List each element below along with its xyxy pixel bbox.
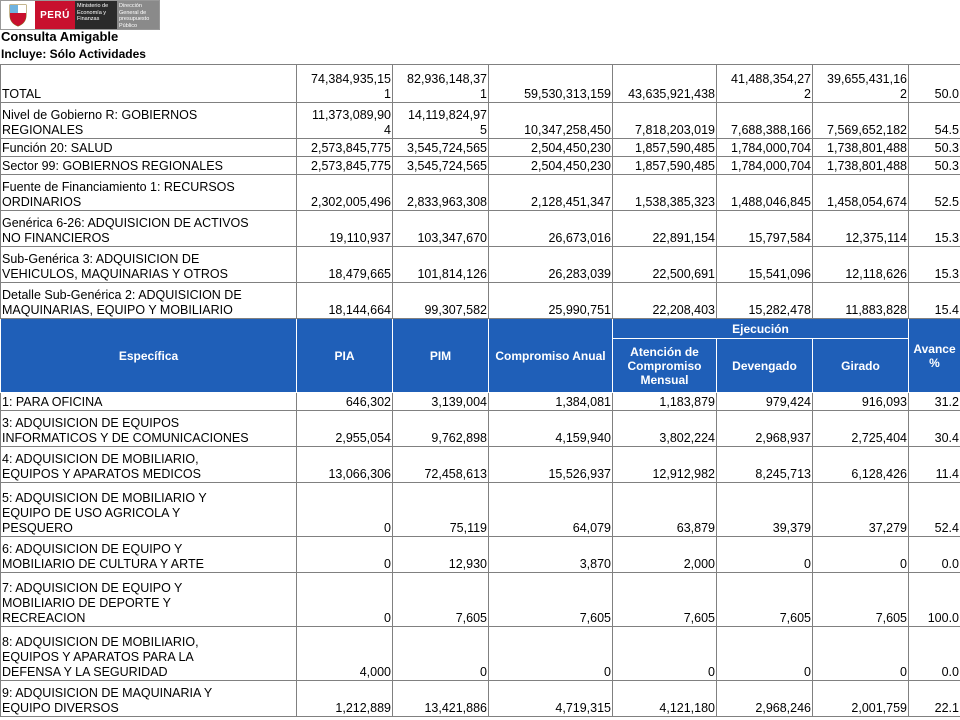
pim-cell: 103,347,670	[393, 211, 489, 247]
girado-cell: 6,128,426	[813, 447, 909, 483]
logo-ministry: Ministerio de Economía y Finanzas	[75, 1, 117, 29]
devengado-cell: 39,379	[717, 483, 813, 537]
detail-rows	[1, 393, 960, 717]
pim-cell: 14,119,824,97 5	[393, 103, 489, 139]
compromiso-cell: 64,079	[489, 483, 613, 537]
row-label: TOTAL	[1, 65, 297, 103]
header-girado: Girado	[813, 339, 909, 393]
table-row	[1, 411, 960, 447]
atencion-cell: 1,183,879	[613, 393, 717, 411]
pia-cell: 646,302	[297, 393, 393, 411]
compromiso-cell: 2,128,451,347	[489, 175, 613, 211]
pim-cell: 2,833,963,308	[393, 175, 489, 211]
table-row	[1, 157, 960, 175]
atencion-cell: 63,879	[613, 483, 717, 537]
atencion-cell: 12,912,982	[613, 447, 717, 483]
pim-cell: 82,936,148,37 1	[393, 65, 489, 103]
girado-cell: 7,605	[813, 573, 909, 627]
atencion-cell: 1,857,590,485	[613, 139, 717, 157]
row-label: 9: ADQUISICION DE MAQUINARIA Y EQUIPO DIVERSOS	[1, 681, 297, 717]
compromiso-cell: 1,384,081	[489, 393, 613, 411]
table-row	[1, 573, 960, 627]
devengado-cell: 979,424	[717, 393, 813, 411]
girado-cell: 2,001,759	[813, 681, 909, 717]
devengado-cell: 0	[717, 537, 813, 573]
table-row	[1, 393, 960, 411]
logo-country: PERÚ	[35, 1, 75, 29]
row-label: Fuente de Financiamiento 1: RECURSOS ORDINARIOS	[1, 175, 297, 211]
pia-cell: 2,573,845,775	[297, 139, 393, 157]
devengado-cell: 0	[717, 627, 813, 681]
devengado-cell: 15,797,584	[717, 211, 813, 247]
header-especifica: Específica	[1, 319, 297, 393]
devengado-cell: 8,245,713	[717, 447, 813, 483]
avance-cell: 50.0	[909, 65, 960, 103]
girado-cell: 1,458,054,674	[813, 175, 909, 211]
row-label: 3: ADQUISICION DE EQUIPOS INFORMATICOS Y DE COMUNICACIONES	[1, 411, 297, 447]
compromiso-cell: 2,504,450,230	[489, 139, 613, 157]
devengado-cell: 1,784,000,704	[717, 157, 813, 175]
table-row	[1, 247, 960, 283]
table-row	[1, 139, 960, 157]
pia-cell: 0	[297, 573, 393, 627]
compromiso-cell: 4,719,315	[489, 681, 613, 717]
column-headers	[1, 319, 960, 393]
atencion-cell: 7,605	[613, 573, 717, 627]
pia-cell: 74,384,935,15 1	[297, 65, 393, 103]
pia-cell: 2,302,005,496	[297, 175, 393, 211]
atencion-cell: 22,208,403	[613, 283, 717, 319]
pia-cell: 11,373,089,90 4	[297, 103, 393, 139]
table-row	[1, 537, 960, 573]
atencion-cell: 1,857,590,485	[613, 157, 717, 175]
avance-cell: 22.1	[909, 681, 960, 717]
avance-cell: 0.0	[909, 537, 960, 573]
pim-cell: 3,545,724,565	[393, 139, 489, 157]
avance-cell: 50.3	[909, 157, 960, 175]
compromiso-cell: 2,504,450,230	[489, 157, 613, 175]
pia-cell: 0	[297, 483, 393, 537]
atencion-cell: 22,500,691	[613, 247, 717, 283]
coat-of-arms-icon	[1, 1, 35, 29]
compromiso-cell: 15,526,937	[489, 447, 613, 483]
pim-cell: 72,458,613	[393, 447, 489, 483]
avance-cell: 30.4	[909, 411, 960, 447]
row-label: 5: ADQUISICION DE MOBILIARIO Y EQUIPO DE USO AGRICOLA Y PESQUERO	[1, 483, 297, 537]
avance-cell: 15.3	[909, 247, 960, 283]
row-label: Función 20: SALUD	[1, 139, 297, 157]
girado-cell: 1,738,801,488	[813, 139, 909, 157]
page-title: Consulta Amigable	[1, 29, 119, 44]
row-label: 1: PARA OFICINA	[1, 393, 297, 411]
devengado-cell: 1,784,000,704	[717, 139, 813, 157]
pia-cell: 13,066,306	[297, 447, 393, 483]
compromiso-cell: 7,605	[489, 573, 613, 627]
devengado-cell: 1,488,046,845	[717, 175, 813, 211]
pia-cell: 2,573,845,775	[297, 157, 393, 175]
devengado-cell: 2,968,937	[717, 411, 813, 447]
row-label: Sub-Genérica 3: ADQUISICION DE VEHICULOS, MAQUINARIAS Y OTROS	[1, 247, 297, 283]
devengado-cell: 2,968,246	[717, 681, 813, 717]
table-row	[1, 283, 960, 319]
table-row	[1, 65, 960, 103]
pia-cell: 2,955,054	[297, 411, 393, 447]
mef-logo	[0, 0, 160, 30]
avance-cell: 11.4	[909, 447, 960, 483]
logo-directorate: Dirección General de presupuesto Público	[117, 1, 159, 29]
table-row	[1, 175, 960, 211]
devengado-cell: 15,282,478	[717, 283, 813, 319]
atencion-cell: 3,802,224	[613, 411, 717, 447]
header-devengado: Devengado	[717, 339, 813, 393]
pim-cell: 7,605	[393, 573, 489, 627]
pia-cell: 0	[297, 537, 393, 573]
girado-cell: 1,738,801,488	[813, 157, 909, 175]
pim-cell: 9,762,898	[393, 411, 489, 447]
girado-cell: 12,118,626	[813, 247, 909, 283]
table-row	[1, 627, 960, 681]
budget-table	[0, 64, 960, 717]
pim-cell: 99,307,582	[393, 283, 489, 319]
avance-cell: 52.4	[909, 483, 960, 537]
compromiso-cell: 3,870	[489, 537, 613, 573]
header-avance: Avance %	[909, 319, 960, 393]
avance-cell: 100.0	[909, 573, 960, 627]
pim-cell: 75,119	[393, 483, 489, 537]
avance-cell: 15.4	[909, 283, 960, 319]
girado-cell: 916,093	[813, 393, 909, 411]
header-ejecucion: Ejecución	[613, 319, 909, 339]
header-atencion: Atención de Compromiso Mensual	[613, 339, 717, 393]
girado-cell: 0	[813, 627, 909, 681]
atencion-cell: 0	[613, 627, 717, 681]
devengado-cell: 7,605	[717, 573, 813, 627]
table-row	[1, 103, 960, 139]
girado-cell: 2,725,404	[813, 411, 909, 447]
devengado-cell: 15,541,096	[717, 247, 813, 283]
girado-cell: 39,655,431,16 2	[813, 65, 909, 103]
avance-cell: 52.5	[909, 175, 960, 211]
table-row	[1, 681, 960, 717]
row-label: Nivel de Gobierno R: GOBIERNOS REGIONALES	[1, 103, 297, 139]
header-pim: PIM	[393, 319, 489, 393]
page-header	[0, 0, 960, 64]
avance-cell: 54.5	[909, 103, 960, 139]
header-compromiso: Compromiso Anual	[489, 319, 613, 393]
devengado-cell: 7,688,388,166	[717, 103, 813, 139]
atencion-cell: 1,538,385,323	[613, 175, 717, 211]
pim-cell: 13,421,886	[393, 681, 489, 717]
girado-cell: 0	[813, 537, 909, 573]
row-label: 7: ADQUISICION DE EQUIPO Y MOBILIARIO DE DEPORTE Y RECREACION	[1, 573, 297, 627]
compromiso-cell: 4,159,940	[489, 411, 613, 447]
pim-cell: 12,930	[393, 537, 489, 573]
devengado-cell: 41,488,354,27 2	[717, 65, 813, 103]
avance-cell: 15.3	[909, 211, 960, 247]
atencion-cell: 4,121,180	[613, 681, 717, 717]
girado-cell: 11,883,828	[813, 283, 909, 319]
pia-cell: 4,000	[297, 627, 393, 681]
compromiso-cell: 10,347,258,450	[489, 103, 613, 139]
pia-cell: 1,212,889	[297, 681, 393, 717]
row-label: Detalle Sub-Genérica 2: ADQUISICION DE MAQUINARIAS, EQUIPO Y MOBILIARIO	[1, 283, 297, 319]
girado-cell: 7,569,652,182	[813, 103, 909, 139]
avance-cell: 0.0	[909, 627, 960, 681]
row-label: 4: ADQUISICION DE MOBILIARIO, EQUIPOS Y APARATOS MEDICOS	[1, 447, 297, 483]
atencion-cell: 7,818,203,019	[613, 103, 717, 139]
girado-cell: 12,375,114	[813, 211, 909, 247]
atencion-cell: 22,891,154	[613, 211, 717, 247]
avance-cell: 31.2	[909, 393, 960, 411]
pia-cell: 19,110,937	[297, 211, 393, 247]
compromiso-cell: 25,990,751	[489, 283, 613, 319]
pim-cell: 3,139,004	[393, 393, 489, 411]
avance-cell: 50.3	[909, 139, 960, 157]
row-label: 6: ADQUISICION DE EQUIPO Y MOBILIARIO DE CULTURA Y ARTE	[1, 537, 297, 573]
table-row	[1, 483, 960, 537]
girado-cell: 37,279	[813, 483, 909, 537]
atencion-cell: 43,635,921,438	[613, 65, 717, 103]
table-row	[1, 447, 960, 483]
pia-cell: 18,479,665	[297, 247, 393, 283]
pim-cell: 3,545,724,565	[393, 157, 489, 175]
row-label: Genérica 6-26: ADQUISICION DE ACTIVOS NO FINANCIEROS	[1, 211, 297, 247]
pim-cell: 0	[393, 627, 489, 681]
pim-cell: 101,814,126	[393, 247, 489, 283]
compromiso-cell: 26,673,016	[489, 211, 613, 247]
compromiso-cell: 59,530,313,159	[489, 65, 613, 103]
table-row	[1, 211, 960, 247]
compromiso-cell: 0	[489, 627, 613, 681]
row-label: Sector 99: GOBIERNOS REGIONALES	[1, 157, 297, 175]
compromiso-cell: 26,283,039	[489, 247, 613, 283]
atencion-cell: 2,000	[613, 537, 717, 573]
pia-cell: 18,144,664	[297, 283, 393, 319]
row-label: 8: ADQUISICION DE MOBILIARIO, EQUIPOS Y APARATOS PARA LA DEFENSA Y LA SEGURIDAD	[1, 627, 297, 681]
page-subtitle: Incluye: Sólo Actividades	[1, 47, 146, 61]
summary-rows	[1, 65, 960, 319]
header-pia: PIA	[297, 319, 393, 393]
